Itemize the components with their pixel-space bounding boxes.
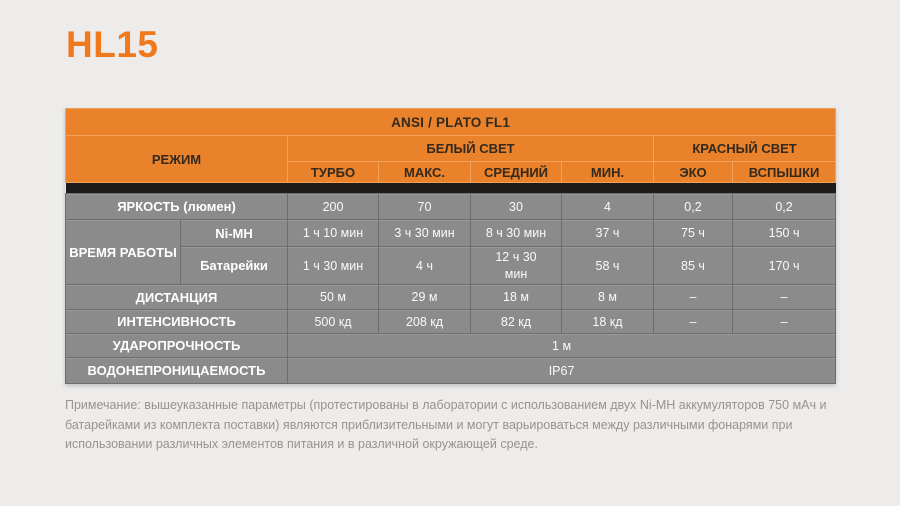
brightness-flash: 0,2	[733, 194, 836, 220]
footnote-text: Примечание: вышеуказанные параметры (протестированы в лаборатории с использованием двух Ni-MH аккумуляторов 750 мАч и батарейками из комплекта поставки) являются приблизительными и могут варьироваться между различными фонарями при использовании различных элементов питания и в различной окружающей среде.	[65, 398, 827, 451]
runtime-nimh-min: 37 ч	[562, 220, 654, 247]
intensity-turbo: 500 кд	[288, 310, 379, 334]
brightness-max: 70	[379, 194, 471, 220]
impact-value: 1 м	[288, 334, 836, 358]
runtime-batt-eco: 85 ч	[654, 247, 733, 285]
waterproof-value: IP67	[288, 358, 836, 384]
row-label-intensity: ИНТЕНСИВНОСТЬ	[66, 310, 288, 334]
row-runtime-batteries	[66, 247, 836, 285]
row-label-impact: УДАРОПРОЧНОСТЬ	[66, 334, 288, 358]
distance-mid: 18 м	[471, 285, 562, 310]
brightness-eco: 0,2	[654, 194, 733, 220]
col-header-min: МИН.	[562, 162, 654, 183]
row-brightness	[66, 194, 836, 220]
intensity-max: 208 кд	[379, 310, 471, 334]
header-mode: РЕЖИМ	[66, 136, 288, 183]
intensity-eco: –	[654, 310, 733, 334]
divider-strip	[66, 183, 836, 194]
row-runtime-nimh	[66, 220, 836, 247]
runtime-nimh-turbo: 1 ч 10 мин	[288, 220, 379, 247]
distance-max: 29 м	[379, 285, 471, 310]
distance-flash: –	[733, 285, 836, 310]
runtime-batt-mid	[471, 247, 562, 285]
intensity-flash: –	[733, 310, 836, 334]
col-header-max: МАКС.	[379, 162, 471, 183]
header-white-light: БЕЛЫЙ СВЕТ	[288, 136, 654, 162]
distance-eco: –	[654, 285, 733, 310]
runtime-nimh-flash: 150 ч	[733, 220, 836, 247]
col-header-mid: СРЕДНИЙ	[471, 162, 562, 183]
row-waterproof	[66, 358, 836, 384]
row-label-runtime: ВРЕМЯ РАБОТЫ	[66, 220, 181, 285]
page-title: HL15	[66, 24, 159, 65]
row-intensity	[66, 310, 836, 334]
runtime-nimh-max: 3 ч 30 мин	[379, 220, 471, 247]
runtime-batt-flash: 170 ч	[733, 247, 836, 285]
brightness-turbo: 200	[288, 194, 379, 220]
runtime-batt-max: 4 ч	[379, 247, 471, 285]
col-header-turbo: ТУРБО	[288, 162, 379, 183]
brightness-mid: 30	[471, 194, 562, 220]
table-title: ANSI / PLATO FL1	[66, 109, 836, 136]
runtime-nimh-eco: 75 ч	[654, 220, 733, 247]
row-label-batteries: Батарейки	[181, 247, 288, 285]
row-label-distance: ДИСТАНЦИЯ	[66, 285, 288, 310]
header-red-light: КРАСНЫЙ СВЕТ	[654, 136, 836, 162]
row-label-waterproof: ВОДОНЕПРОНИЦАЕМОСТЬ	[66, 358, 288, 384]
row-impact	[66, 334, 836, 358]
runtime-batt-mid-text: 12 ч 30 мин	[495, 250, 537, 281]
spec-table	[65, 108, 836, 384]
row-label-nimh: Ni-MH	[181, 220, 288, 247]
distance-turbo: 50 м	[288, 285, 379, 310]
runtime-batt-turbo: 1 ч 30 мин	[288, 247, 379, 285]
runtime-batt-min: 58 ч	[562, 247, 654, 285]
brightness-min: 4	[562, 194, 654, 220]
distance-min: 8 м	[562, 285, 654, 310]
col-header-eco: ЭКО	[654, 162, 733, 183]
row-distance	[66, 285, 836, 310]
col-header-flash: ВСПЫШКИ	[733, 162, 836, 183]
row-label-brightness: ЯРКОСТЬ (люмен)	[66, 194, 288, 220]
runtime-nimh-mid: 8 ч 30 мин	[471, 220, 562, 247]
intensity-mid: 82 кд	[471, 310, 562, 334]
spec-table-container	[65, 108, 836, 384]
intensity-min: 18 кд	[562, 310, 654, 334]
